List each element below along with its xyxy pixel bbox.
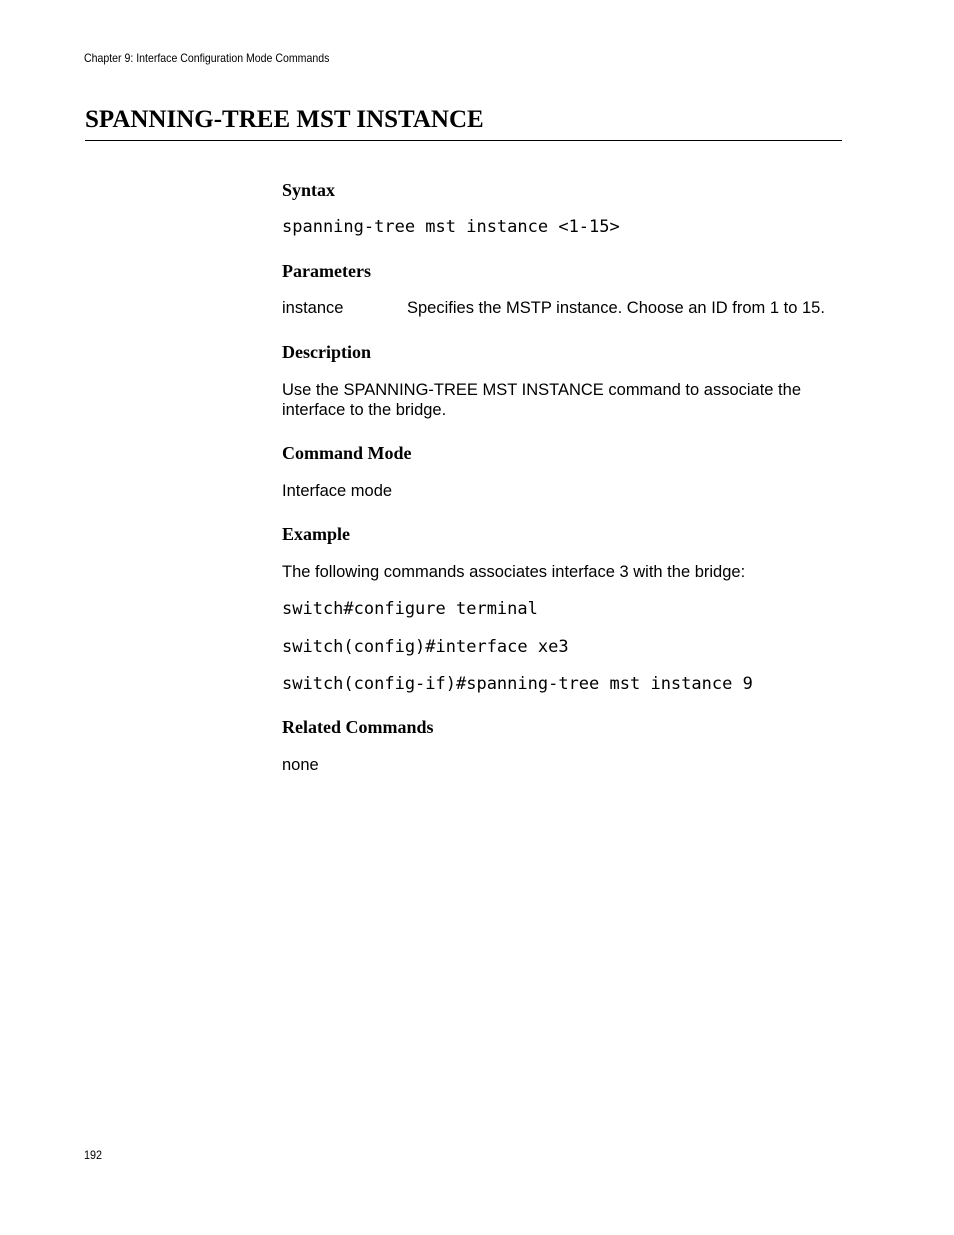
example-code-line: switch(config)#interface xe3 xyxy=(282,637,569,657)
example-code-line: switch(config-if)#spanning-tree mst instance 9 xyxy=(282,674,753,694)
command-mode-text: Interface mode xyxy=(282,482,393,500)
syntax-heading: Syntax xyxy=(282,180,336,200)
description-text: Use the SPANNING-TREE MST INSTANCE command to associate the interface to the bridge. xyxy=(282,381,801,419)
title-rule xyxy=(85,140,842,141)
related-commands-heading: Related Commands xyxy=(282,717,434,737)
syntax-command: spanning-tree mst instance <1-15> xyxy=(282,217,620,237)
example-heading: Example xyxy=(282,524,351,544)
parameter-description: Specifies the MSTP instance. Choose an ID from 1 to 15. xyxy=(407,299,825,317)
parameter-name: instance xyxy=(282,299,344,317)
example-intro: The following commands associates interface 3 with the bridge: xyxy=(282,563,746,581)
description-heading: Description xyxy=(282,342,371,362)
running-header: Chapter 9: Interface Configuration Mode Commands xyxy=(84,51,330,65)
related-commands-text: none xyxy=(282,756,319,774)
parameters-heading: Parameters xyxy=(282,261,371,281)
page-number: 192 xyxy=(84,1148,103,1162)
command-mode-heading: Command Mode xyxy=(282,443,412,463)
page-title: SPANNING-TREE MST INSTANCE xyxy=(85,106,484,133)
example-code-line: switch#configure terminal xyxy=(282,599,538,619)
